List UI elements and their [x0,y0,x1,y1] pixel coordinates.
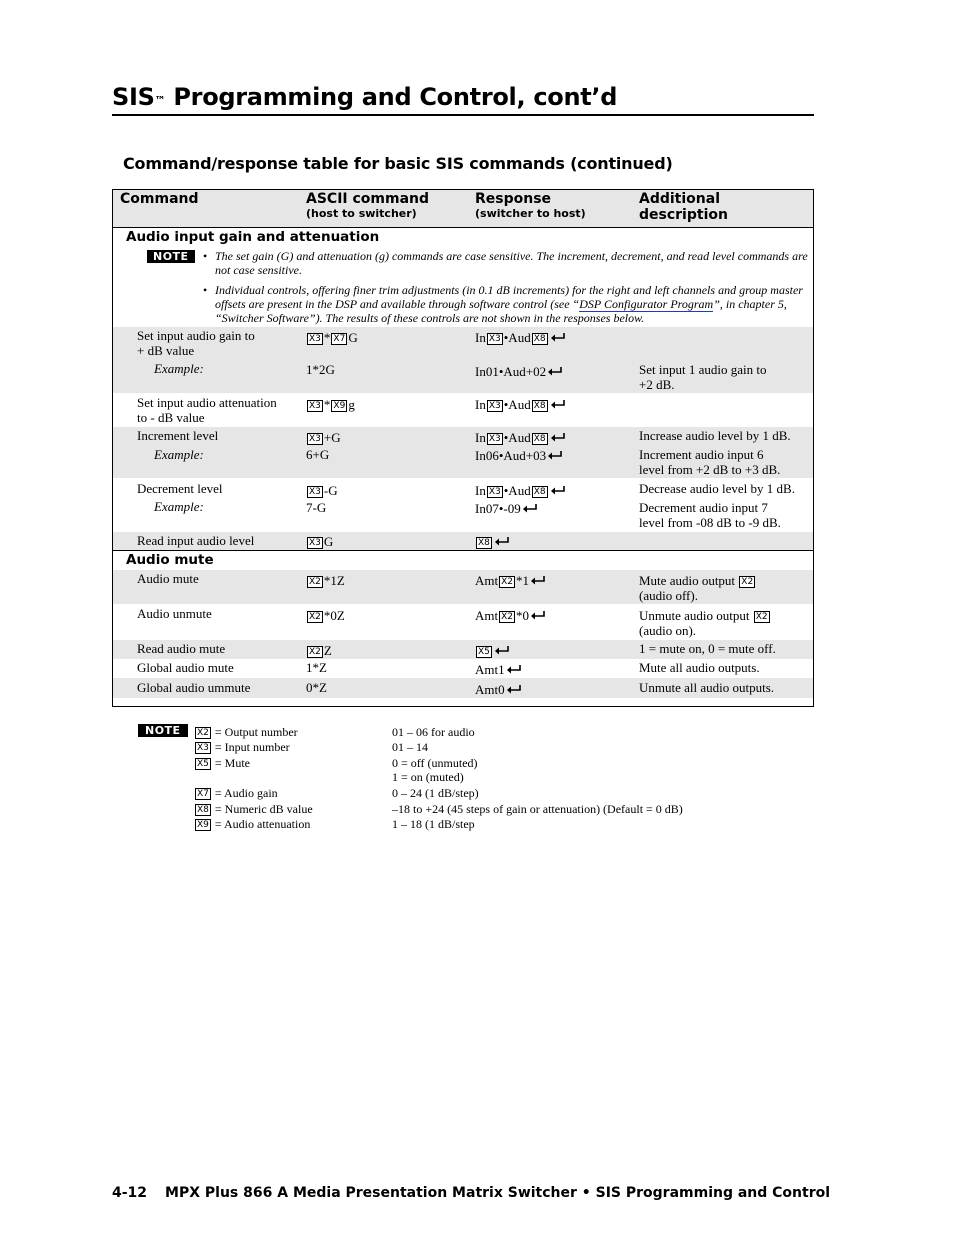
footer-text: MPX Plus 866 A Media Presentation Matrix Switcher • SIS Programming and Control [165,1185,831,1201]
var-x8-box: X8 [533,434,546,444]
var-x2-box: X2 [501,612,514,622]
desc-increment: Increase audio level by 1 dB. [639,428,791,443]
resp-read-mute [475,643,510,658]
ascii-increment-example: 6+G [306,447,330,462]
desc-increment-example: Increment audio input 6 level from +2 dB to +3 dB. [639,447,781,477]
example-label: Example: [154,447,204,462]
note-var-x3: X3 = Input number [197,740,290,754]
note-value-x2: 01 – 06 for audio [392,725,475,739]
var-x3-box: X3 [488,334,501,344]
ascii-set-gain: X3 * X7 G [309,330,358,345]
enter-icon [547,450,563,460]
var-x5-box: X5 [197,759,209,769]
var-x3-box: X3 [309,538,321,548]
resp-global-unmute: Amt0 [475,682,522,697]
cmd-unmute: Audio unmute [137,606,212,621]
resp-set-gain: In X3 •Aud X8 [475,330,566,345]
cmd-read-mute: Read audio mute [137,641,226,656]
var-x8-box: X8 [533,401,546,411]
ascii-increment: X3 +G [309,430,341,445]
var-x8-box: X8 [533,487,546,497]
ascii-global-mute: 1*Z [306,660,327,675]
desc-unmute: Unmute audio output X2 (audio on). [639,608,768,638]
var-x2-box: X2 [309,612,321,622]
ascii-decrement: X3 -G [309,483,338,498]
note-bullet-1 [203,249,811,277]
ascii-read-level: X3 G [309,534,334,549]
enter-icon [530,575,546,585]
note-value-x3: 01 – 14 [392,740,428,754]
var-x8-box: X8 [478,538,490,548]
enter-icon [550,399,566,409]
note-var-x9: X9 = Audio attenuation [197,817,311,831]
resp-set-atten: In X3 •Aud X8 [475,397,566,412]
enter-icon [494,536,510,546]
desc-global-mute: Mute all audio outputs. [639,660,760,675]
cmd-read-level: Read input audio level [137,533,255,548]
note-value-x8: –18 to +24 (45 steps of gain or attenuation) (Default = 0 dB) [392,802,683,816]
var-x2-box: X2 [755,612,768,622]
trademark-symbol: ™ [154,94,166,107]
cmd-decrement: Decrement level [137,481,223,496]
var-x3-box: X3 [309,401,321,411]
bullet-dot: • [203,249,208,263]
example-label: Example: [154,361,204,376]
note-var-x7: X7 = Audio gain [197,786,278,800]
resp-decrement-example: In07•-09 [475,501,538,516]
enter-icon [550,332,566,342]
var-x2-box: X2 [309,577,321,587]
var-x7-box: X7 [197,789,209,799]
note-text-1: The set gain (G) and attenuation (g) commands are case sensitive. The increment, decrement, and read level commands are not case sensitive. [215,249,808,277]
cmd-global-mute: Global audio mute [137,660,234,675]
ascii-global-unmute: 0*Z [306,680,327,695]
cmd-mute: Audio mute [137,571,199,586]
var-x3-box: X3 [197,743,209,753]
var-x3-box: X3 [488,434,501,444]
header-response-sub: (switcher to host) [475,207,586,220]
var-x9-box: X9 [197,820,209,830]
group-title-gain: Audio input gain and attenuation [126,229,380,245]
cmd-increment: Increment level [137,428,219,443]
note-bullet-2 [203,283,811,325]
ascii-mute: X2 *1Z [309,573,345,588]
note-value-x7: 0 – 24 (1 dB/step) [392,786,479,800]
ascii-set-gain-example: 1*2G [306,362,335,377]
command-table [112,189,814,707]
cmd-set-gain: Set input audio gain to + dB value [137,328,255,358]
enter-icon [522,503,538,513]
var-x2-box: X2 [309,647,321,657]
var-x3-box: X3 [309,434,321,444]
var-x3-box: X3 [309,487,321,497]
var-x8-box: X8 [533,334,546,344]
page-footer [112,1184,830,1202]
ascii-decrement-example: 7-G [306,500,327,515]
var-x3-box: X3 [488,487,501,497]
var-x8-box: X8 [197,805,209,815]
resp-set-gain-example: In01•Aud+02 [475,364,563,379]
note-var-x5: X5 = Mute [197,756,251,770]
example-label: Example: [154,499,204,514]
resp-read-level [475,534,510,549]
note-var-x2: X2 = Output number [197,725,298,739]
header-response: Response (switcher to host) [475,191,586,220]
desc-global-unmute: Unmute all audio outputs. [639,680,775,695]
enter-icon [550,485,566,495]
header-command: Command [120,191,199,207]
resp-decrement: In X3 •Aud X8 [475,483,566,498]
resp-mute: Amt X2 *1 [475,573,546,588]
desc-set-gain-example: Set input 1 audio gain to +2 dB. [639,362,767,392]
ascii-read-mute: X2 Z [309,643,332,658]
var-x2-box: X2 [501,577,514,587]
var-x5-box: X5 [478,647,490,657]
resp-unmute: Amt X2 *0 [475,608,546,623]
header-ascii: ASCII command (host to switcher) [306,191,430,220]
var-x3-box: X3 [309,334,321,344]
desc-decrement-example: Decrement audio input 7 level from -08 dB to -9 dB. [639,500,781,530]
var-x9-box: X9 [333,401,346,411]
bullet-dot: • [203,283,208,297]
desc-mute: Mute audio output X2 (audio off). [639,573,754,603]
resp-increment: In X3 •Aud X8 [475,430,566,445]
note-value-x5: 0 = off (unmuted) 1 = on (muted) [392,756,478,784]
note-value-x9: 1 – 18 (1 dB/step [392,817,475,831]
var-x7-box: X7 [333,334,346,344]
note-var-x8: X8 = Numeric dB value [197,802,313,816]
title-rule [112,114,814,116]
header-ascii-sub: (host to switcher) [306,207,417,220]
section-title: Command/response table for basic SIS commands (continued) [123,154,673,173]
dsp-configurator-link[interactable]: DSP Configurator Program [579,297,714,311]
enter-icon [530,610,546,620]
enter-icon [550,432,566,442]
group-divider [113,550,813,551]
page-title: SIS™ Programming and Control, cont’d [112,83,618,111]
cmd-set-atten: Set input audio attenuation to - dB value [137,395,277,425]
var-x2-box: X2 [197,728,209,738]
ascii-set-atten: X3 * X9 g [309,397,355,412]
resp-global-mute: Amt1 [475,662,522,677]
cmd-global-unmute: Global audio ummute [137,680,251,695]
group-title-mute: Audio mute [126,552,214,568]
desc-decrement: Decrease audio level by 1 dB. [639,481,795,496]
page-number: 4-12 [112,1185,148,1201]
header-description: Additional description [639,191,728,223]
enter-icon [506,684,522,694]
ascii-unmute: X2 *0Z [309,608,345,623]
desc-read-mute: 1 = mute on, 0 = mute off. [639,641,776,656]
var-x2-box: X2 [741,577,754,587]
table-header [113,190,813,228]
enter-icon [494,645,510,655]
note-badge: NOTE [138,724,188,737]
resp-increment-example: In06•Aud+03 [475,448,563,463]
enter-icon [506,664,522,674]
note-text-2: Individual controls, offering finer trim adjustments (in 0.1 dB increments) for the right and left channels and group master offsets are present in the DSP and available through software control (see “DSP Configurator Program”, in chapter 5, “Switcher Software”). The results of these controls are not shown in the responses below. [215,283,803,325]
note-badge: NOTE [147,250,195,263]
enter-icon [547,366,563,376]
var-x3-box: X3 [488,401,501,411]
